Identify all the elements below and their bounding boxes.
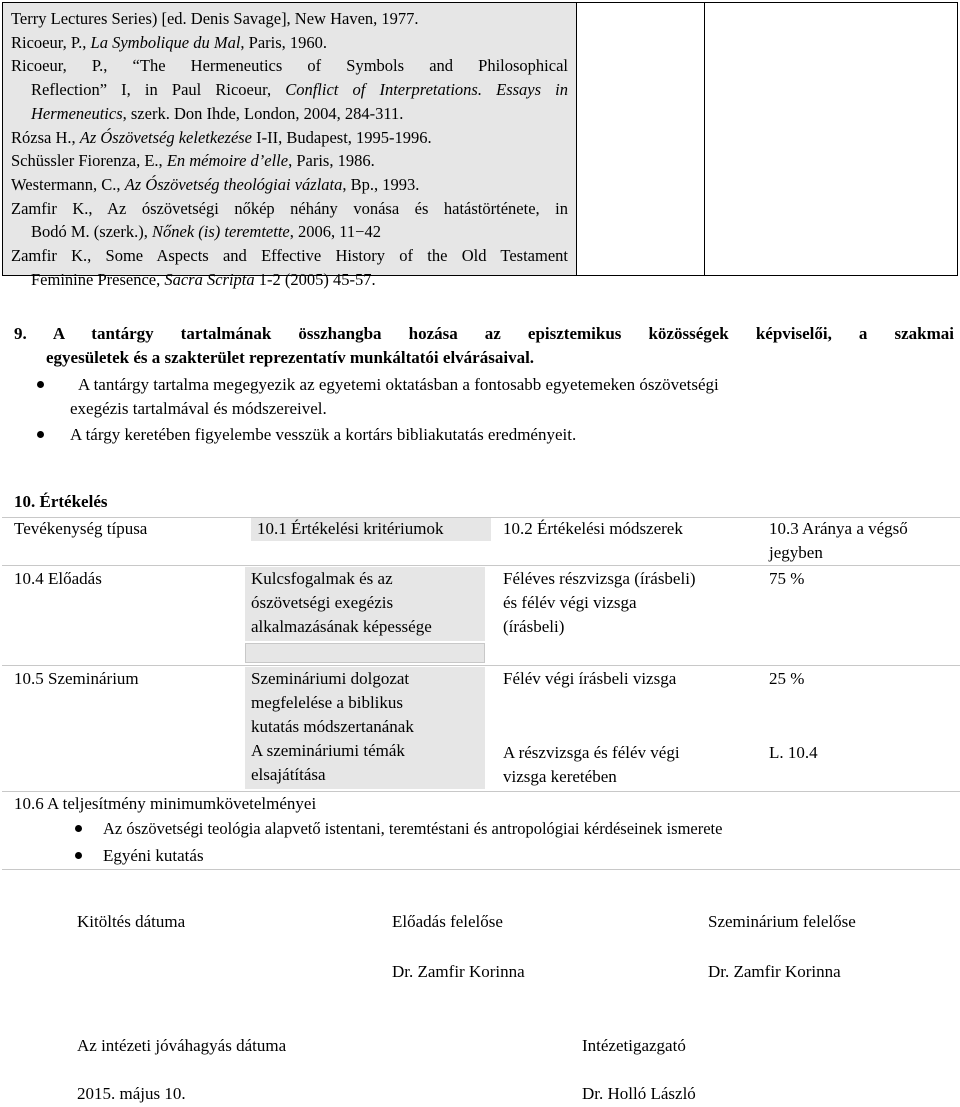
- seminar-share1: 25 %: [769, 669, 805, 688]
- reference-line: [11, 7, 568, 31]
- header-criteria: 10.1 Értékelési kritériumok: [251, 517, 491, 541]
- grid-line: [2, 565, 960, 566]
- reference-text: , szerk. Don Ihde, London, 2004, 284-311.: [122, 103, 404, 123]
- empty-shaded-cell: [245, 643, 485, 663]
- minimum-item: Egyéni kutatás: [103, 846, 204, 865]
- bullet-icon: [75, 852, 82, 859]
- lecture-criteria-line: Kulcsfogalmak és az: [251, 569, 393, 588]
- reference-title: Az Ószövetség keletkezése: [79, 127, 253, 147]
- seminar-responsible-label: Szeminárium felelőse: [708, 912, 856, 931]
- lecture-type: 10.4 Előadás: [14, 569, 102, 588]
- bullet-icon: [75, 825, 82, 832]
- lecture-criteria-line: alkalmazásának képessége: [251, 617, 432, 636]
- fill-date-label: Kitöltés dátuma: [77, 912, 186, 931]
- seminar-share2: L. 10.4: [769, 743, 818, 762]
- reference-text: Feminine Presence,: [31, 269, 165, 289]
- references-cell: [2, 2, 577, 289]
- reference-title: Sacra Scripta: [164, 269, 255, 289]
- seminar-criteria-line: megfelelése a biblikus: [251, 693, 404, 712]
- section9-bullet1-line2: exegézis tartalmával és módszereivel.: [70, 399, 327, 418]
- director-label: Intézetigazgató: [582, 1036, 686, 1055]
- header-share-line2: jegyben: [769, 543, 823, 562]
- reference-text: Ricoeur, P., “The Hermeneutics of Symbols and Philosophical: [11, 56, 568, 76]
- lecture-method-line: (írásbeli): [503, 617, 565, 636]
- header-share-line1: 10.3 Aránya a végső: [769, 519, 908, 538]
- reference-title: Conflict of Interpretations. Essays in: [285, 80, 568, 100]
- reference-text: Bodó M. (szerk.),: [31, 222, 152, 242]
- reference-line: [11, 244, 568, 268]
- reference-text: , Paris, 1960.: [240, 32, 328, 52]
- seminar-type: 10.5 Szeminárium: [14, 669, 139, 688]
- reference-text: Reflection” I, in Paul Ricoeur,: [31, 80, 286, 100]
- reference-text: I-II, Budapest, 1995-1996.: [252, 127, 432, 147]
- minimum-item: Az ószövetségi teológia alapvető istentani, teremtéstani és antropológiai kérdéseinek ismerete: [103, 819, 723, 838]
- header-methods: 10.2 Értékelési módszerek: [503, 519, 683, 538]
- reference-title: En mémoire d’elle: [166, 151, 289, 171]
- bullet-icon: [37, 381, 44, 388]
- lecture-responsible-name: Dr. Zamfir Korinna: [392, 962, 525, 981]
- lecture-criteria: [245, 567, 485, 641]
- reference-text: Zamfir K., Az ószövetségi nőkép néhány vonása és hatástörténete, in: [11, 198, 568, 218]
- reference-text: , Bp., 1993.: [342, 174, 420, 194]
- approval-date-label: Az intézeti jóváhagyás dátuma: [77, 1036, 287, 1055]
- reference-line: [11, 197, 568, 221]
- reference-line: [11, 126, 568, 150]
- lecture-method-line: és félév végi vizsga: [503, 593, 637, 612]
- reference-title: Nőnek (is) teremtette: [151, 222, 290, 242]
- seminar-criteria: [245, 667, 485, 789]
- reference-title: Hermeneutics: [31, 103, 123, 123]
- reference-list: [11, 7, 568, 291]
- reference-title: Az Ószövetség theológiai vázlata: [124, 174, 343, 194]
- reference-text: Ricoeur, P.,: [11, 32, 91, 52]
- seminar-method2: [503, 741, 680, 789]
- seminar-method2-line: A részvizsga és félév végi: [503, 743, 680, 762]
- director-name: Dr. Holló László: [582, 1084, 696, 1103]
- reference-line: [11, 149, 568, 173]
- approval-date: 2015. május 10.: [77, 1084, 186, 1103]
- section9-title-line2: egyesületek és a szakterület reprezentatív munkáltatói elvárásaival.: [46, 348, 535, 367]
- empty-cell: [704, 2, 958, 276]
- reference-line: [11, 173, 568, 197]
- section9-bullet1-line1: A tantárgy tartalma megegyezik az egyetemi oktatásban a fontosabb egyetemeken ószövetségi: [78, 375, 719, 394]
- reference-text: , 2006, 11−42: [289, 222, 381, 242]
- minimum-title: 10.6 A teljesítmény minimumkövetelményei: [14, 794, 317, 813]
- lecture-share: 75 %: [769, 569, 805, 588]
- reference-line: [11, 220, 568, 244]
- reference-text: 1-2 (2005) 45-57.: [254, 269, 376, 289]
- grid-line: [2, 869, 960, 870]
- reference-line: [11, 54, 568, 78]
- section10-title: 10. Értékelés: [14, 492, 108, 511]
- reference-text: Westermann, C.,: [11, 174, 125, 194]
- bullet-icon: [37, 431, 44, 438]
- reference-text: Schüssler Fiorenza, E.,: [11, 151, 167, 171]
- seminar-criteria-line: Szemináriumi dolgozat: [251, 669, 410, 688]
- lecture-responsible-label: Előadás felelőse: [392, 912, 503, 931]
- header-activity-type: Tevékenység típusa: [14, 519, 148, 538]
- reference-text: , Paris, 1986.: [288, 151, 375, 171]
- grid-line: [2, 517, 960, 518]
- seminar-criteria-line: elsajátítása: [251, 765, 326, 784]
- reference-text: Rózsa H.,: [11, 127, 80, 147]
- seminar-responsible-name: Dr. Zamfir Korinna: [708, 962, 841, 981]
- empty-cell: [576, 2, 705, 276]
- grid-line: [2, 665, 960, 666]
- section9-bullet2: A tárgy keretében figyelembe vesszük a kortárs bibliakutatás eredményeit.: [70, 425, 577, 444]
- seminar-method1: Félév végi írásbeli vizsga: [503, 669, 677, 688]
- reference-line: [11, 78, 568, 102]
- reference-line: [11, 31, 568, 55]
- reference-line: [11, 268, 568, 292]
- reference-line: [11, 102, 568, 126]
- seminar-criteria-line: A szemináriumi témák: [251, 741, 405, 760]
- seminar-criteria-line: kutatás módszertanának: [251, 717, 414, 736]
- lecture-method-line: Féléves részvizsga (írásbeli): [503, 569, 696, 588]
- reference-text: Terry Lectures Series) [ed. Denis Savage], New Haven, 1977.: [11, 9, 419, 28]
- lecture-criteria-line: ószövetségi exegézis: [251, 593, 394, 612]
- lecture-methods: [503, 567, 696, 639]
- seminar-method2-line: vizsga keretében: [503, 767, 617, 786]
- reference-text: Zamfir K., Some Aspects and Effective History of the Old Testament: [11, 246, 568, 266]
- reference-title: La Symbolique du Mal: [90, 32, 241, 52]
- section9-title-line1: 9. A tantárgy tartalmának összhangba hozása az episztemikus közösségek képviselői, a szakmai: [14, 324, 954, 343]
